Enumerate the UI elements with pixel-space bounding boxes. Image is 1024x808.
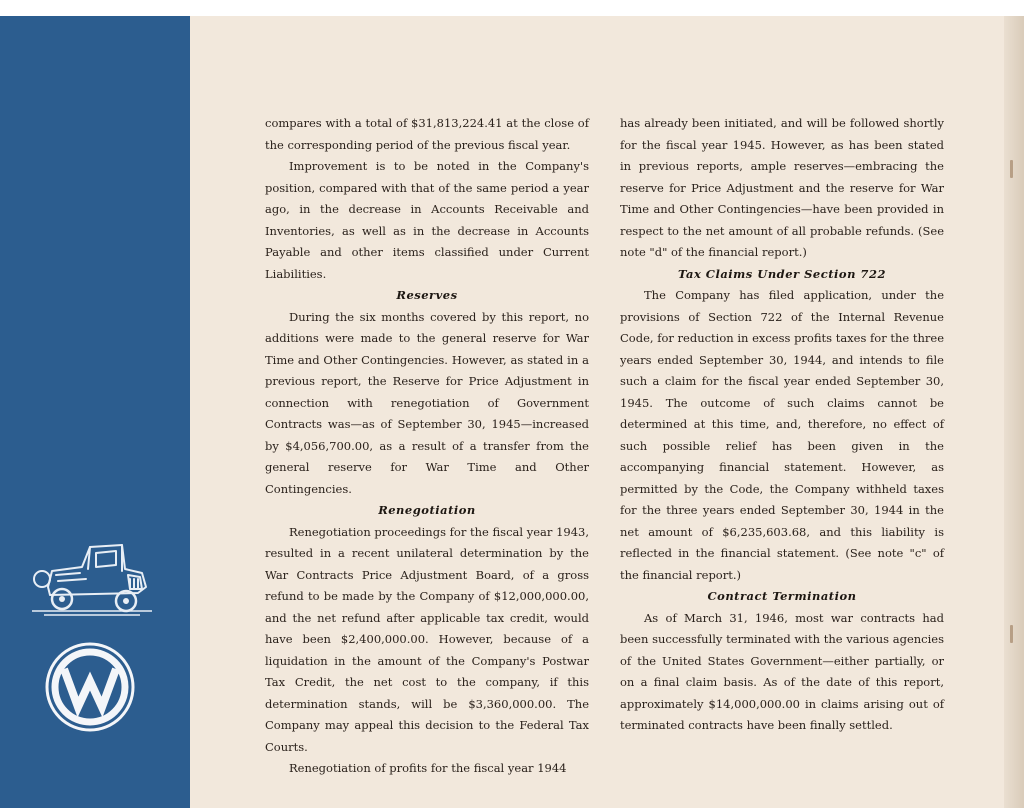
left-text-column [265, 113, 589, 780]
section-heading-tax-claims: Tax Claims Under Section 722 [678, 266, 886, 281]
paragraph: has already been initiated, and will be followed shortly for the fiscal year 1945. However, as has been stated in previous reports, ample reserves—embracing the reserve for Price Adjustment and the reserve for War Time and Other Contingencies—have been provided in respect to the net amount of all probable refunds. (See note "d" of the financial report.) [620, 116, 944, 259]
paragraph: The Company has filed application, under the provisions of Section 722 of the Internal Revenue Code, for reduction in excess profits taxes for the three years ended September 30, 1944, and intends to file such a claim for the fiscal year ended September 30, 1945. The outcome of such claims cannot be determined at this time, and, therefore, no effect of such possible relief has been given in the accompanying financial statement. However, as permitted by the Code, the Company withheld taxes for the three years ended September 30, 1944 in the net amount of $6,235,603.68, and this liability is reflected in the financial statement. (See note "c" of the financial report.) [620, 288, 944, 582]
paragraph: Improvement is to be noted in the Company's position, compared with that of the same period a year ago, in the decrease in Accounts Receivable and Inventories, as well as in the decrease in Accounts Payable and other items classified under Current Liabilities. [265, 159, 589, 281]
right-text-column [620, 113, 944, 737]
paragraph: Renegotiation proceedings for the fiscal year 1943, resulted in a recent unilateral determination by the War Contracts Price Adjustment Board, of a gross refund to be made by the Company of $12,000,000.00, and the net refund after applicable tax credit, would have been $2,400,000.00. However, because of a liquidation in the amount of the Company's Postwar Tax Credit, the net cost to the company, if this determination stands, will be $3,360,000.00. The Company may appeal this decision to the Federal Tax Courts. [265, 524, 589, 754]
page-top-edge [0, 0, 1024, 16]
staple-mark [1010, 160, 1013, 178]
jeep-illustration-icon [30, 535, 155, 620]
section-heading-reserves: Reserves [396, 288, 458, 302]
paragraph: During the six months covered by this report, no additions were made to the general reserve for War Time and Other Contingencies. However, as stated in a previous report, the Reserve for Price Adjustment in connection with renegotiation of Government Contracts was—as of September 30, 1945—increased by $4,056,700.00, as a result of a transfer from the general reserve for War Time and Other Contingencies. [265, 309, 589, 496]
section-heading-renegotiation: Renegotiation [378, 503, 476, 517]
page-right-edge [1004, 16, 1024, 808]
willys-w-logo-icon [44, 641, 136, 733]
staple-mark [1010, 625, 1013, 643]
paragraph: compares with a total of $31,813,224.41 at the close of the corresponding period of the previous fiscal year. [265, 116, 589, 152]
section-heading-contract-termination: Contract Termination [707, 589, 857, 603]
paragraph: As of March 31, 1946, most war contracts had been successfully terminated with the various agencies of the United States Government—either partially, or on a final claim basis. As of the date of this report, approximately $14,000,000.00 in claims arising out of terminated contracts have been finally settled. [620, 610, 944, 732]
paragraph: Renegotiation of profits for the fiscal year 1944 [289, 761, 567, 775]
